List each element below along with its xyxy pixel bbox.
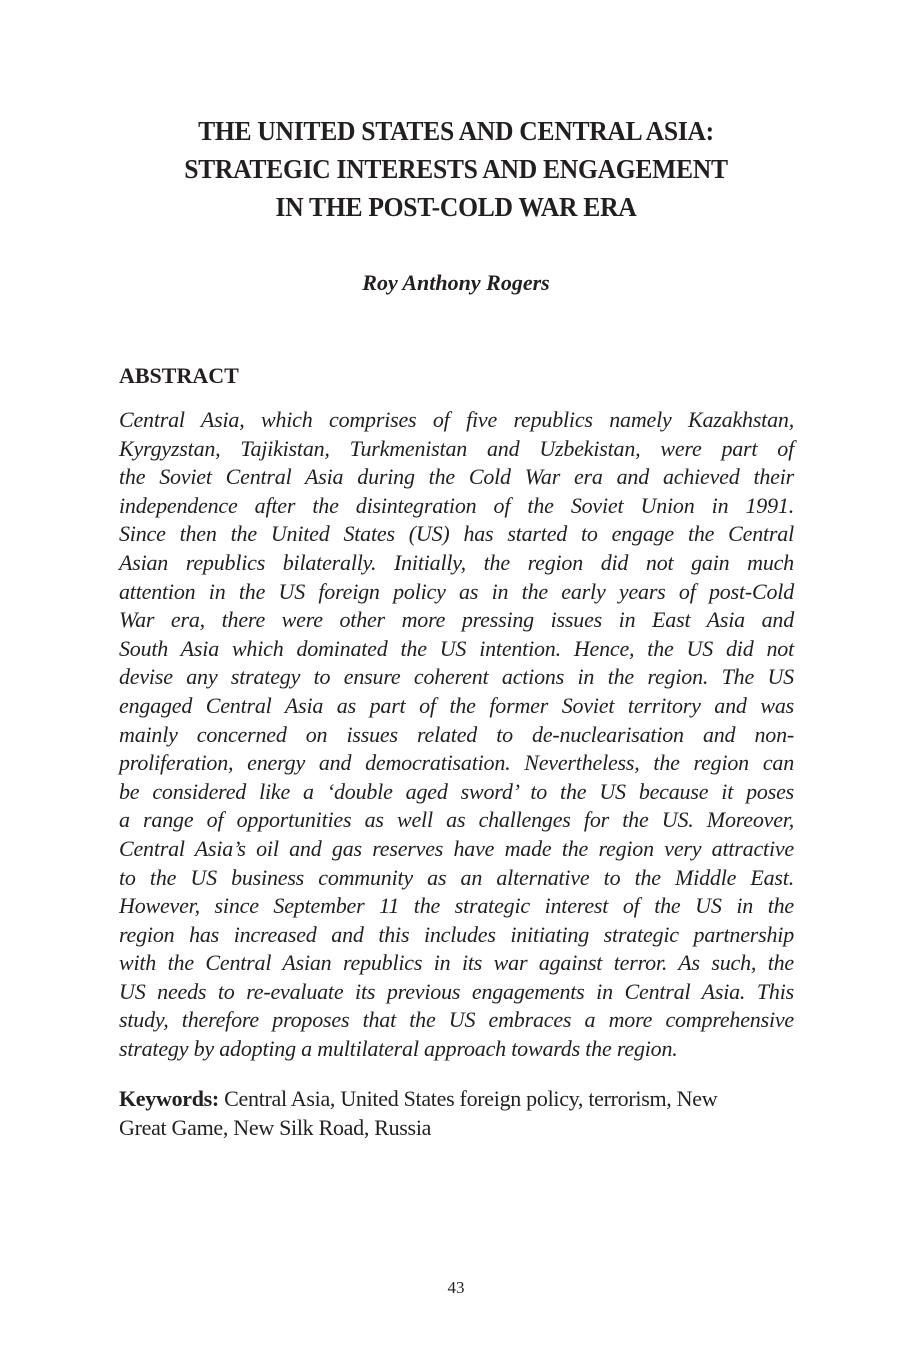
abstract-line: However, since September 11 the strategic interest of the US in the (119, 893, 794, 919)
abstract-line: Central Asia’s oil and gas reserves have made the region very attractive (119, 835, 794, 861)
abstract-line: proliferation, energy and democratisation. Nevertheless, the region can (119, 750, 794, 776)
abstract-line: engaged Central Asia as part of the former Soviet territory and was (119, 692, 794, 718)
keywords-line (119, 1084, 794, 1113)
page-number: 43 (447, 1278, 465, 1297)
abstract-line: the Soviet Central Asia during the Cold War era and achieved their (119, 464, 794, 490)
abstract-line: be considered like a ‘double aged sword’ to the US because it poses (119, 778, 794, 804)
abstract-heading: ABSTRACT (119, 363, 239, 388)
abstract-line: strategy by adopting a multilateral approach towards the region. (119, 1036, 678, 1062)
abstract-line: attention in the US foreign policy as in the early years of post-Cold (119, 578, 794, 604)
keywords-line: Great Game, New Silk Road, Russia (119, 1115, 432, 1140)
abstract-line: Kyrgyzstan, Tajikistan, Turkmenistan and Uzbekistan, were part of (119, 435, 794, 461)
abstract-line: US needs to re-evaluate its previous engagements in Central Asia. This (119, 978, 794, 1004)
abstract-line: independence after the disintegration of the Soviet Union in 1991. (119, 492, 794, 518)
abstract-line: Asian republics bilaterally. Initially, the region did not gain much (119, 549, 794, 575)
abstract-line: to the US business community as an alternative to the Middle East. (119, 864, 794, 890)
abstract-line: War era, there were other more pressing issues in East Asia and (119, 607, 794, 633)
abstract-line: Since then the United States (US) has started to engage the Central (119, 521, 794, 547)
keywords-text: Central Asia, United States foreign policy, terrorism, New (218, 1086, 718, 1111)
abstract-line: devise any strategy to ensure coherent actions in the region. The US (119, 664, 794, 690)
title-line: STRATEGIC INTERESTS AND ENGAGEMENT (184, 153, 728, 184)
abstract-body (119, 406, 794, 1064)
abstract-line: Central Asia, which comprises of five republics namely Kazakhstan, (119, 407, 794, 432)
abstract-line: mainly concerned on issues related to de-nuclearisation and non- (119, 721, 794, 747)
abstract-line: South Asia which dominated the US intention. Hence, the US did not (119, 635, 794, 661)
author-name: Roy Anthony Rogers (362, 270, 550, 295)
title-line: THE UNITED STATES AND CENTRAL ASIA: (198, 115, 714, 146)
abstract-line: a range of opportunities as well as challenges for the US. Moreover, (119, 807, 794, 833)
abstract-line: region has increased and this includes initiating strategic partnership (119, 921, 794, 947)
abstract-line: study, therefore proposes that the US embraces a more comprehensive (119, 1007, 794, 1033)
article-title (100, 112, 812, 226)
keywords-section (119, 1084, 794, 1142)
keywords-label: Keywords: (119, 1086, 219, 1111)
title-line: IN THE POST-COLD WAR ERA (275, 191, 637, 222)
abstract-line: with the Central Asian republics in its war against terror. As such, the (119, 950, 794, 976)
